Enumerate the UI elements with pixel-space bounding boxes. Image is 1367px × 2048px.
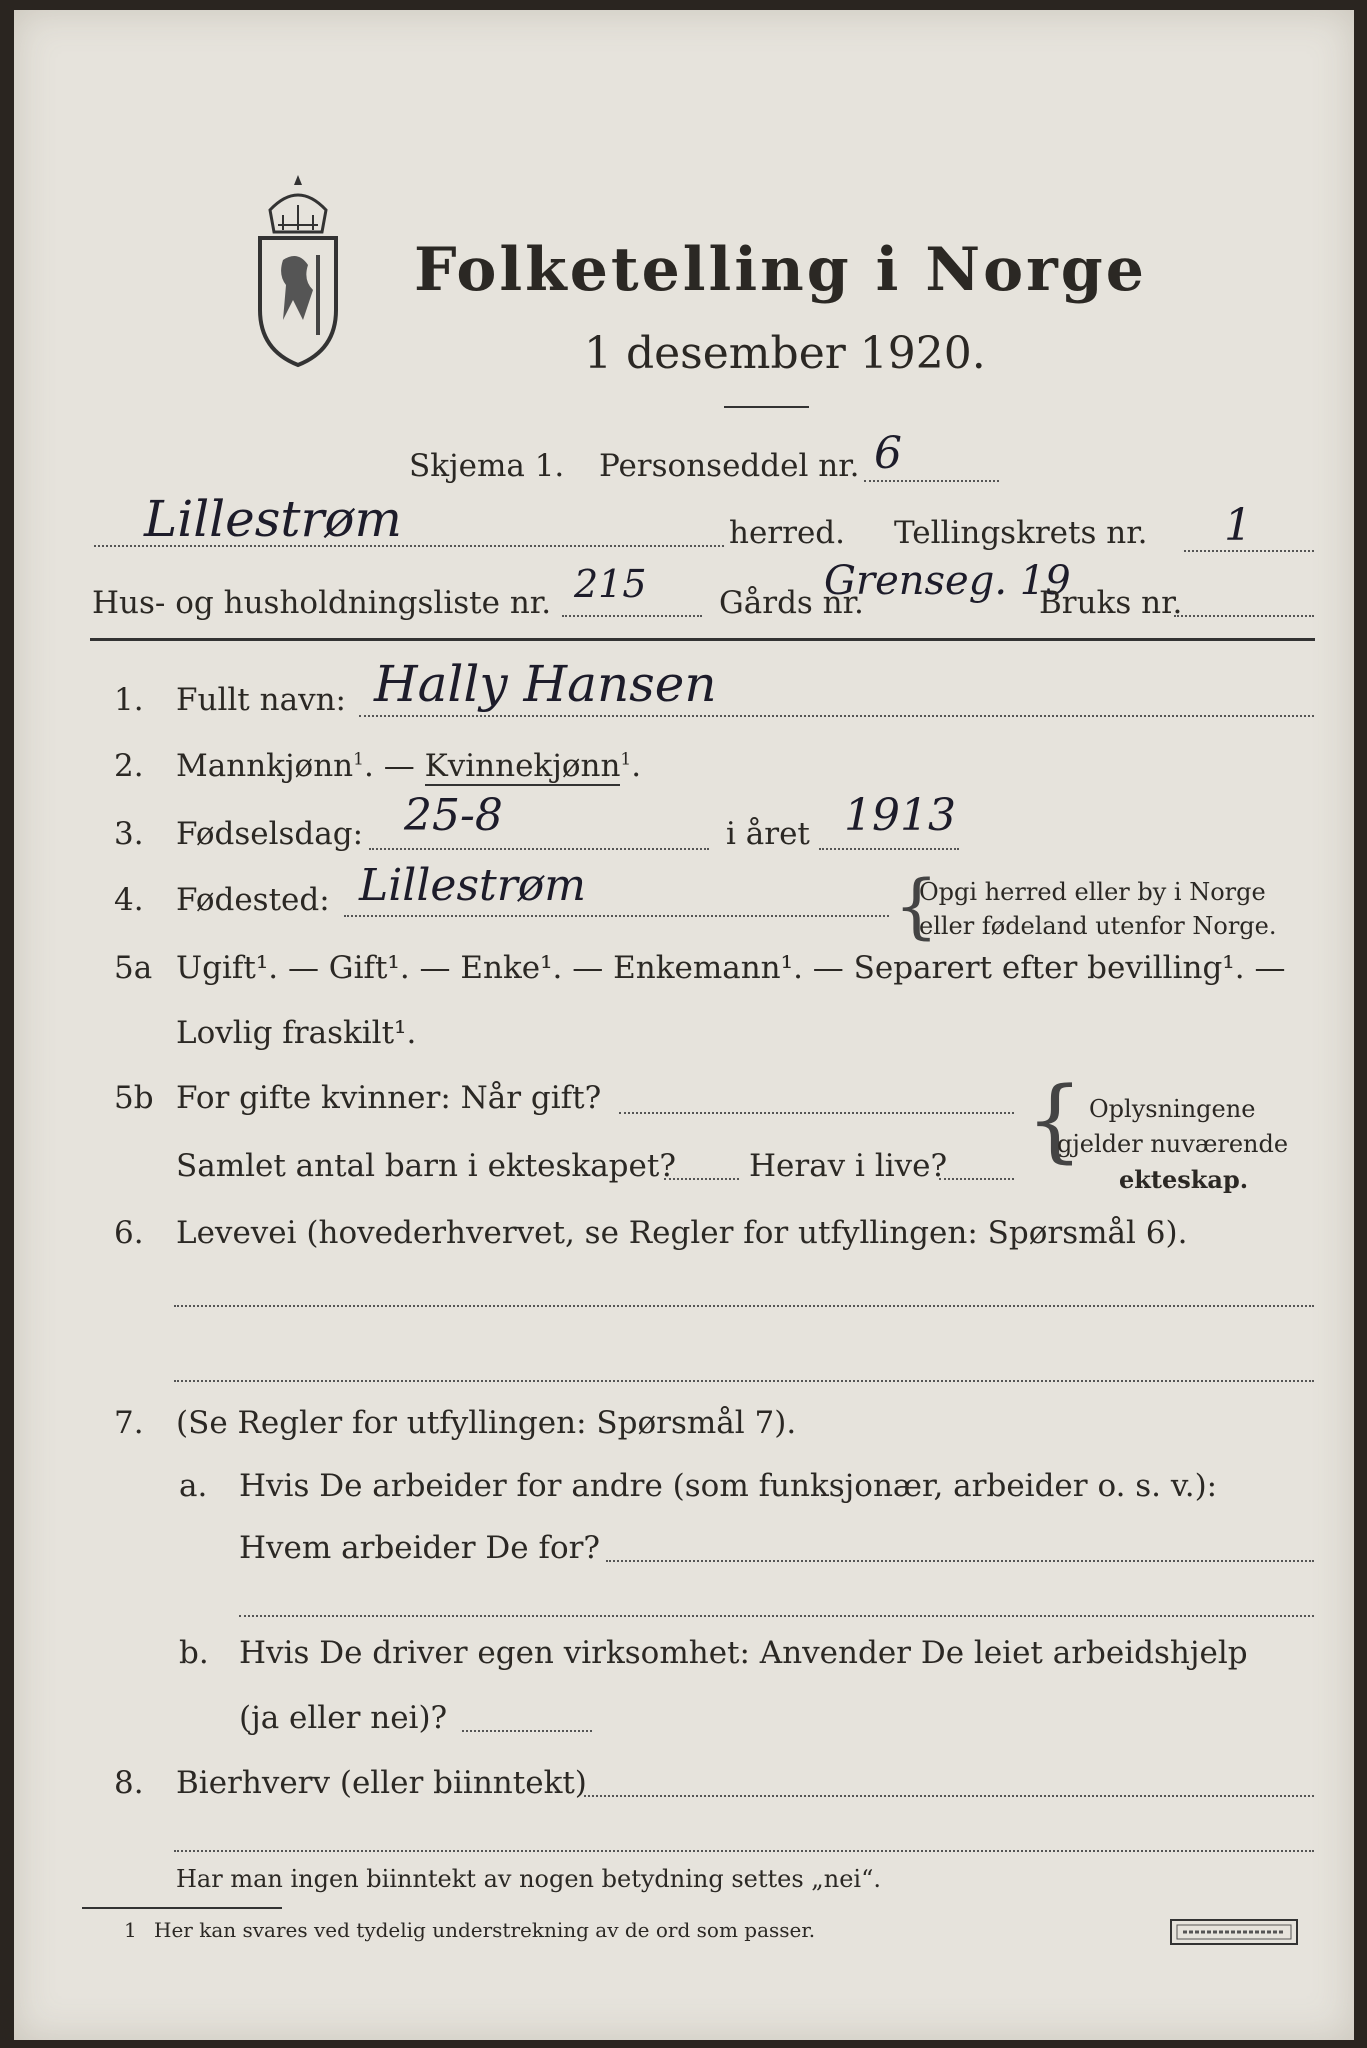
q7-text: (Se Regler for utfyllingen: Spørsmål 7). — [176, 1405, 797, 1441]
skjema-label: Skjema 1. — [409, 448, 565, 484]
q5a-text-2: Lovlig fraskilt¹. — [176, 1015, 417, 1051]
herred-value: Lillestrøm — [144, 490, 402, 548]
q7a-text: Hvis De arbeider for andre (som funksjonær, arbeider o. s. v.): — [239, 1468, 1218, 1504]
q5b-gift-line — [619, 1112, 1014, 1114]
q5b-note-3: ekteskap. — [1119, 1165, 1249, 1194]
q3-line — [369, 848, 709, 850]
q1-number: 1. — [114, 682, 144, 718]
q7b-text-2: (ja eller nei)? — [239, 1700, 448, 1736]
tellingskrets-value: 1 — [1224, 500, 1252, 551]
q7b-number: b. — [179, 1635, 209, 1671]
tellingskrets-line — [1184, 550, 1314, 552]
census-form-page — [14, 10, 1354, 2040]
q1-value: Hally Hansen — [374, 655, 717, 713]
q6-text: Levevei (hovederhvervet, se Regler for utfyllingen: Spørsmål 6). — [176, 1215, 1188, 1251]
q5a-text: Ugift¹. — Gift¹. — Enke¹. — Enkemann¹. — Separert efter bevilling¹. — — [176, 950, 1286, 986]
q7a-line-2 — [239, 1615, 1314, 1617]
q2-number: 2. — [114, 748, 144, 784]
q5b-note-2: gjelder nuværende — [1057, 1130, 1289, 1158]
hus-line — [562, 615, 702, 617]
tellingskrets-label: Tellingskrets nr. — [894, 515, 1148, 551]
hus-value: 215 — [574, 562, 647, 606]
q7a-text-2: Hvem arbeider De for? — [239, 1530, 601, 1566]
q2-separator: — — [383, 748, 415, 784]
q4-label: Fødested: — [176, 882, 330, 918]
herred-label: herred. — [729, 515, 845, 551]
q7a-line-1 — [606, 1560, 1314, 1562]
q8-number: 8. — [114, 1765, 144, 1801]
personseddel-line — [864, 480, 999, 482]
q2-options: Mannkjønn$^1$. — Kvinnekjønn$^1$. — [176, 748, 642, 784]
q3-year-line — [819, 848, 959, 850]
q2-mann: Mannkjønn — [176, 748, 354, 784]
q5a-number: 5a — [114, 950, 153, 986]
herred-line — [94, 545, 724, 547]
q5b-barn-line — [664, 1178, 739, 1180]
q1-label: Fullt navn: — [176, 682, 346, 718]
q4-brace: { — [894, 865, 939, 947]
footnote-number: 1 — [124, 1918, 137, 1942]
q4-line — [344, 915, 889, 917]
q5b-label: For gifte kvinner: Når gift? — [176, 1080, 602, 1116]
q6-line-2 — [174, 1380, 1314, 1382]
q4-note-1: Opgi herred eller by i Norge — [919, 878, 1266, 906]
q7a-number: a. — [179, 1468, 208, 1504]
printer-stamp-icon — [1169, 1918, 1299, 1946]
footnote-text: Her kan svares ved tydelig understrekning av de ord som passer. — [154, 1918, 816, 1942]
form-title: Folketelling i Norge — [414, 235, 1147, 305]
q3-year-label: i året — [726, 816, 810, 852]
q7b-line — [462, 1730, 592, 1732]
coat-of-arms-icon — [248, 170, 348, 370]
q4-value: Lillestrøm — [359, 860, 586, 911]
q3-label: Fødselsdag: — [176, 816, 364, 852]
q2-kvinne: Kvinnekjønn — [424, 748, 621, 784]
biinntekt-note: Har man ingen biinntekt av nogen betydning settes „nei“. — [176, 1865, 881, 1893]
q7-number: 7. — [114, 1405, 144, 1441]
q5b-number: 5b — [114, 1080, 154, 1116]
census-date: 1 desember 1920. — [584, 328, 986, 379]
q5b-note-1: Oplysningene — [1089, 1095, 1256, 1123]
q6-number: 6. — [114, 1215, 144, 1251]
q4-number: 4. — [114, 882, 144, 918]
q3-year-value: 1913 — [844, 790, 956, 841]
q3-value: 25-8 — [404, 790, 503, 841]
personseddel-value: 6 — [874, 428, 902, 479]
title-divider — [724, 406, 809, 408]
footnote-rule — [82, 1907, 282, 1909]
q8-line-1 — [584, 1795, 1314, 1797]
q5b-brace: { — [1026, 1068, 1084, 1173]
header-rule — [90, 638, 1315, 641]
bruks-line — [1174, 615, 1314, 617]
hus-label: Hus- og husholdningsliste nr. — [92, 585, 552, 621]
personseddel-label: Personseddel nr. — [599, 448, 860, 484]
q6-line-1 — [174, 1305, 1314, 1307]
q5b-label-2: Samlet antal barn i ekteskapet? — [176, 1148, 676, 1184]
gards-label: Gårds nr. — [719, 585, 864, 621]
q7b-text: Hvis De driver egen virksomhet: Anvender De leiet arbeidshjelp — [239, 1635, 1248, 1671]
q1-line — [359, 715, 1314, 717]
q5b-live-line — [939, 1178, 1014, 1180]
q8-text: Bierhverv (eller biinntekt) — [176, 1765, 587, 1801]
q8-line-2 — [174, 1850, 1314, 1852]
q4-note-2: eller fødeland utenfor Norge. — [919, 912, 1277, 940]
bruks-label: Bruks nr. — [1039, 585, 1183, 621]
q3-number: 3. — [114, 816, 144, 852]
gards-value: Grenseg. 19 — [824, 558, 1071, 604]
q5b-live-label: Herav i live? — [749, 1148, 948, 1184]
